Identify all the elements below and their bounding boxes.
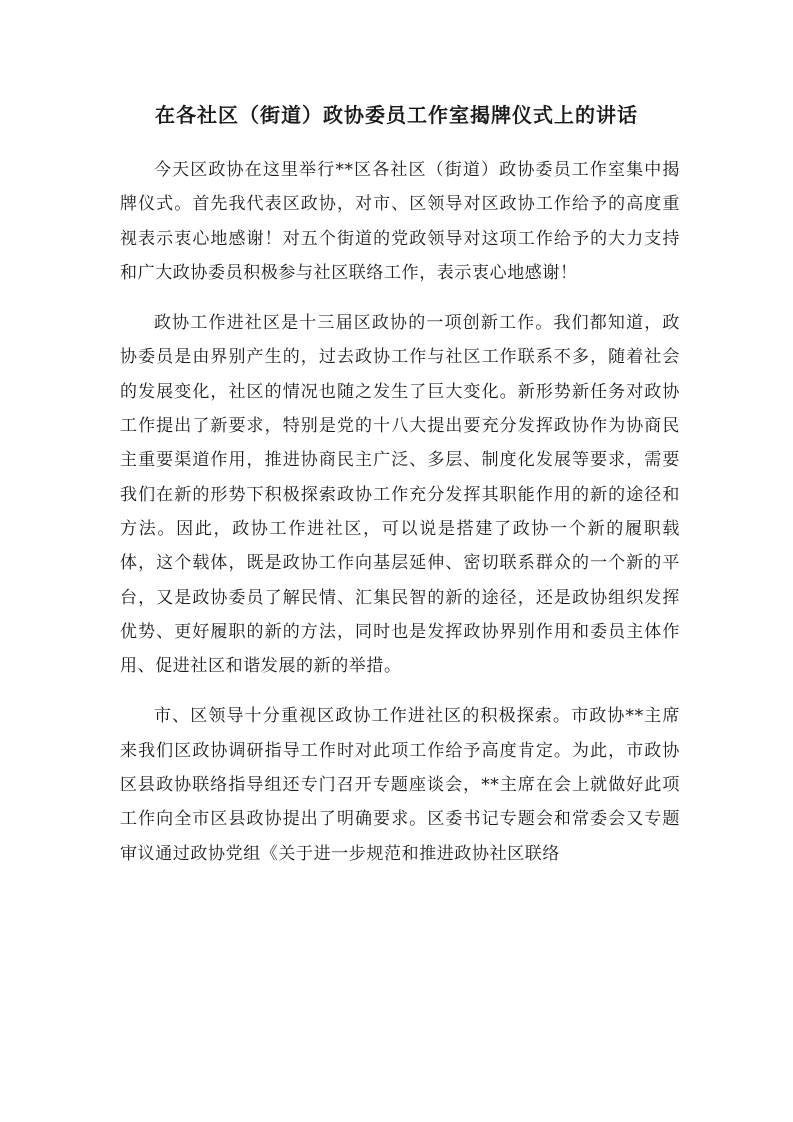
page-title: 在各社区（街道）政协委员工作室揭牌仪式上的讲话 xyxy=(155,103,638,127)
paragraph-1: 今天区政协在这里举行**区各社区（街道）政协委员工作室集中揭牌仪式。首先我代表区政协，对市、区领导对区政协工作给予的高度重视表示衷心地感谢！对五个街道的党政领导对这项工作给予的大力支持和广大政协委员积极参与社区联络工作，表示衷心地感谢！ xyxy=(120,160,680,283)
paragraph-3: 市、区领导十分重视区政协工作进社区的积极探索。市政协**主席来我们区政协调研指导工作时对此项工作给予高度肯定。为此，市政协区县政协联络指导组还专门召开专题座谈会，**主席在会上就做好此项工作向全市区县政协提出了明确要求。区委书记专题会和常委会又专题审议通过政协党组《关于进一步规范和推进政协社区联络 xyxy=(120,706,680,864)
document-body xyxy=(120,153,680,887)
paragraph-2: 政协工作进社区是十三届区政协的一项创新工作。我们都知道，政协委员是由界别产生的，过去政协工作与社区工作联系不多，随着社会的发展变化，社区的情况也随之发生了巨大变化。新形势新任务对政协工作提出了新要求，特别是党的十八大提出要充分发挥政协作为协商民主重要渠道作用，推进协商民主广泛、多层、制度化发展等要求，需要我们在新的形势下积极探索政协工作充分发挥其职能作用的新的途径和方法。因此，政协工作进社区，可以说是搭建了政协一个新的履职载体，这个载体，既是政协工作向基层延伸、密切联系群众的一个新的平台，又是政协委员了解民情、汇集民智的新的途径，还是政协组织发挥优势、更好履职的新的方法，同时也是发挥政协界别作用和委员主体作用、促进社区和谐发展的新的举措。 xyxy=(120,313,680,677)
